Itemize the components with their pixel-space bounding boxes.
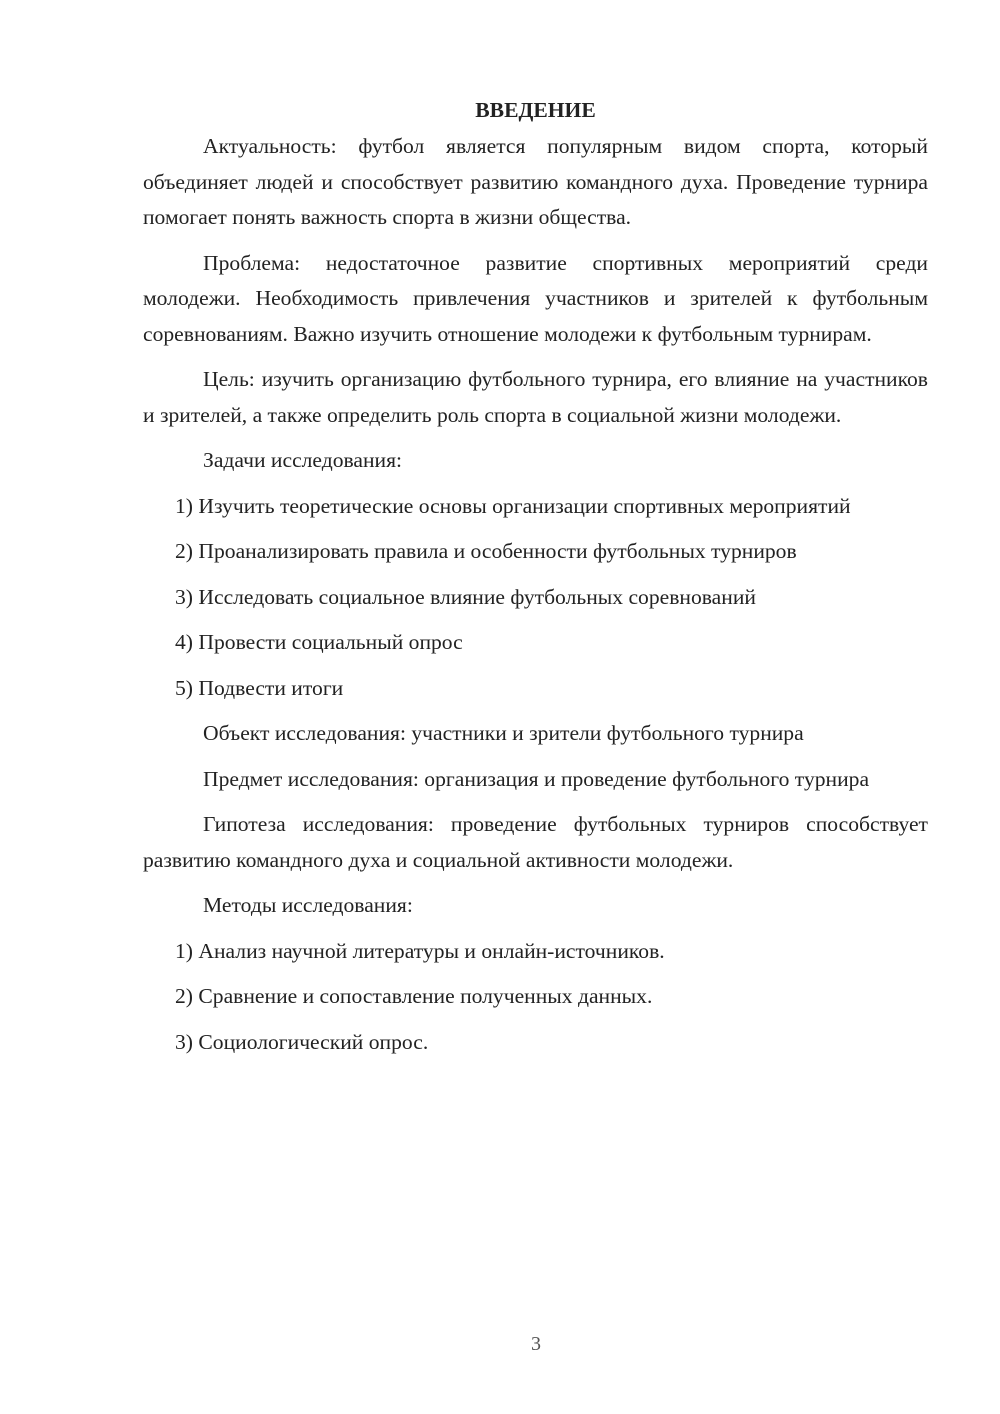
method-item-2: 2) Сравнение и сопоставление полученных данных. <box>175 984 653 1008</box>
task-item-4: 4) Провести социальный опрос <box>175 630 463 654</box>
paragraph-problem: Проблема: недостаточное развитие спортивных мероприятий среди молодежи. Необходимость привлечения участников и зрителей к футбольным соревнованиям. Важно изучить отношение молодежи к футбольным турнирам. <box>143 250 928 346</box>
paragraph-tasks-intro: Задачи исследования: <box>203 448 403 472</box>
method-item-3: 3) Социологический опрос. <box>175 1029 429 1054</box>
task-item-1: 1) Изучить теоретические основы организации спортивных мероприятий <box>175 493 851 518</box>
paragraph-methods-intro: Методы исследования: <box>203 893 413 917</box>
task-item-5: 5) Подвести итоги <box>175 675 344 700</box>
paragraph-goal: Цель: изучить организацию футбольного турнира, его влияние на участников и зрителей, а также определить роль спорта в социальной жизни молодежи. <box>143 367 928 427</box>
paragraph-relevance: Актуальность: футбол является популярным видом спорта, который объединяет людей и способствует развитию командного духа. Проведение турнира помогает понять важность спорта в жизни общества. <box>143 134 928 229</box>
paragraph-subject: Предмет исследования: организация и проведение футбольного турнира <box>203 766 870 791</box>
paragraph-object: Объект исследования: участники и зрители футбольного турнира <box>203 721 804 745</box>
task-item-3: 3) Исследовать социальное влияние футбольных соревнований <box>175 584 756 609</box>
method-item-1: 1) Анализ научной литературы и онлайн-источников. <box>175 938 665 963</box>
task-item-2: 2) Проанализировать правила и особенности футбольных турниров <box>175 539 797 563</box>
document-page <box>143 92 928 1070</box>
paragraph-hypothesis: Гипотеза исследования: проведение футбольных турниров способствует развитию командного духа и социальной активности молодежи. <box>143 812 928 872</box>
page-number: 3 <box>531 1333 541 1355</box>
page-title: ВВЕДЕНИЕ <box>475 98 596 122</box>
